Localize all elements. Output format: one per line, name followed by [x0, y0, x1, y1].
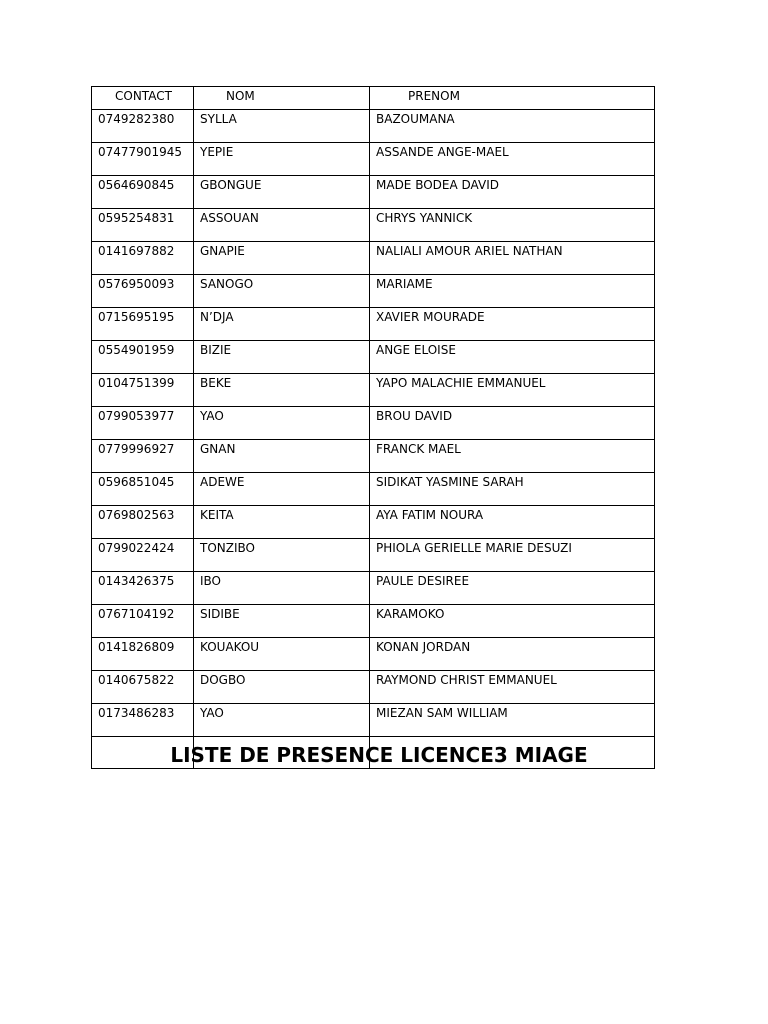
cell-prenom: MARIAME	[370, 275, 655, 308]
table-row	[92, 341, 655, 374]
header-prenom: PRENOM	[370, 87, 655, 110]
cell-prenom: ASSANDE ANGE-MAEL	[370, 143, 655, 176]
cell-nom: DOGBO	[194, 671, 370, 704]
cell-contact: 0576950093	[92, 275, 194, 308]
table-row	[92, 143, 655, 176]
table-row	[92, 275, 655, 308]
table-row	[92, 539, 655, 572]
table-row	[92, 242, 655, 275]
cell-contact: 0173486283	[92, 704, 194, 737]
cell-contact: 07477901945	[92, 143, 194, 176]
cell-contact: 0596851045	[92, 473, 194, 506]
cell-nom: YAO	[194, 407, 370, 440]
cell-nom: GBONGUE	[194, 176, 370, 209]
cell-prenom: NALIALI AMOUR ARIEL NATHAN	[370, 242, 655, 275]
cell-prenom: MADE BODEA DAVID	[370, 176, 655, 209]
document-title: LISTE DE PRESENCE LICENCE3 MIAGE	[170, 743, 588, 767]
table-row	[92, 605, 655, 638]
cell-contact: 0564690845	[92, 176, 194, 209]
table-row	[92, 671, 655, 704]
cell-nom: ADEWE	[194, 473, 370, 506]
cell-prenom: RAYMOND CHRIST EMMANUEL	[370, 671, 655, 704]
cell-prenom: PHIOLA GERIELLE MARIE DESUZI	[370, 539, 655, 572]
cell-prenom: CHRYS YANNICK	[370, 209, 655, 242]
table-row	[92, 572, 655, 605]
cell-prenom: YAPO MALACHIE EMMANUEL	[370, 374, 655, 407]
cell-nom: GNAN	[194, 440, 370, 473]
cell-nom: SIDIBE	[194, 605, 370, 638]
cell-prenom: XAVIER MOURADE	[370, 308, 655, 341]
cell-prenom: FRANCK MAEL	[370, 440, 655, 473]
cell-nom: TONZIBO	[194, 539, 370, 572]
cell-contact: 0141697882	[92, 242, 194, 275]
table-row	[92, 473, 655, 506]
cell-nom: GNAPIE	[194, 242, 370, 275]
table-row	[92, 374, 655, 407]
table-row	[92, 440, 655, 473]
cell-nom: KOUAKOU	[194, 638, 370, 671]
cell-contact: 0104751399	[92, 374, 194, 407]
table-row	[92, 209, 655, 242]
cell-prenom: SIDIKAT YASMINE SARAH	[370, 473, 655, 506]
cell-nom: ASSOUAN	[194, 209, 370, 242]
cell-contact: 0799022424	[92, 539, 194, 572]
cell-contact: 0141826809	[92, 638, 194, 671]
table-row	[92, 176, 655, 209]
table-row	[92, 506, 655, 539]
cell-nom: N’DJA	[194, 308, 370, 341]
table-header-row	[92, 87, 655, 110]
cell-prenom: PAULE DESIREE	[370, 572, 655, 605]
cell-contact: 0749282380	[92, 110, 194, 143]
cell-contact: 0554901959	[92, 341, 194, 374]
cell-prenom: ANGE ELOISE	[370, 341, 655, 374]
cell-prenom: BROU DAVID	[370, 407, 655, 440]
header-nom: NOM	[194, 87, 370, 110]
cell-nom: SYLLA	[194, 110, 370, 143]
table-row	[92, 704, 655, 737]
cell-contact: 0779996927	[92, 440, 194, 473]
cell-contact: 0767104192	[92, 605, 194, 638]
header-contact: CONTACT	[92, 87, 194, 110]
table-row	[92, 407, 655, 440]
cell-contact: 0140675822	[92, 671, 194, 704]
table-body	[92, 110, 655, 769]
cell-prenom: AYA FATIM NOURA	[370, 506, 655, 539]
cell-nom: IBO	[194, 572, 370, 605]
cell-nom: KEITA	[194, 506, 370, 539]
cell-contact: 0715695195	[92, 308, 194, 341]
cell-nom: YEPIE	[194, 143, 370, 176]
cell-nom: BEKE	[194, 374, 370, 407]
attendance-table	[91, 86, 655, 769]
table-row	[92, 308, 655, 341]
cell-prenom: BAZOUMANA	[370, 110, 655, 143]
cell-contact: 0595254831	[92, 209, 194, 242]
cell-prenom: MIEZAN SAM WILLIAM	[370, 704, 655, 737]
table-row	[92, 110, 655, 143]
cell-contact: 0143426375	[92, 572, 194, 605]
table-row	[92, 638, 655, 671]
cell-nom: BIZIE	[194, 341, 370, 374]
cell-prenom: KONAN JORDAN	[370, 638, 655, 671]
cell-nom: SANOGO	[194, 275, 370, 308]
cell-contact: 0769802563	[92, 506, 194, 539]
cell-contact: 0799053977	[92, 407, 194, 440]
cell-prenom: KARAMOKO	[370, 605, 655, 638]
cell-nom: YAO	[194, 704, 370, 737]
